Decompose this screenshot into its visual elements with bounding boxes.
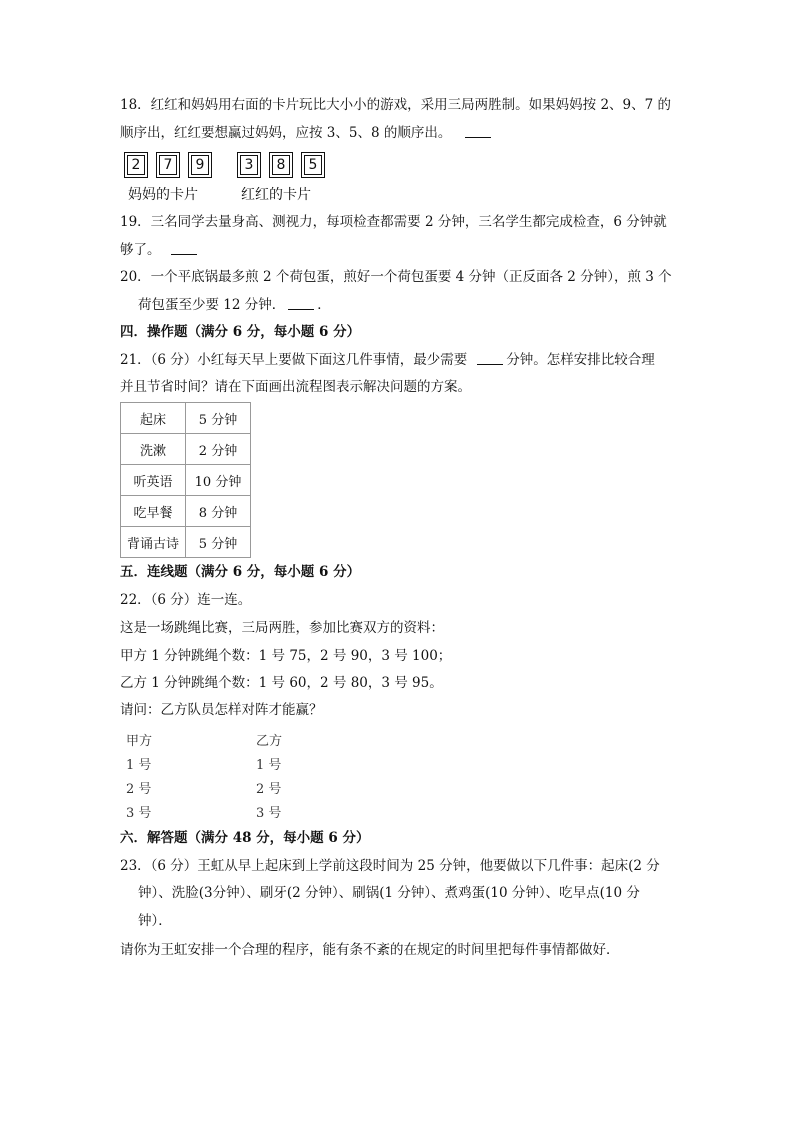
table-row: [121, 496, 251, 527]
hong-cards-label: 红红的卡片: [241, 187, 311, 203]
q21-line1-b: 分钟。怎样安排比较合理: [506, 352, 655, 368]
q22-line5: 请问：乙方队员怎样对阵才能赢？: [120, 702, 323, 718]
time-cell: 10 分钟: [186, 465, 251, 496]
mom-card-2: 7: [156, 152, 180, 178]
team-a-player-2[interactable]: 2 号: [126, 782, 152, 797]
q21-line1-a: 21．（6 分）小红每天早上要做下面这几件事情，最少需要: [120, 352, 468, 368]
q18-line2-text: 顺序出，红红要想赢过妈妈，应按 3、5、8 的顺序出。: [120, 125, 452, 141]
card-inner-border: [127, 155, 145, 175]
q23-line4: 请你为王虹安排一个合理的程序，能有条不紊的在规定的时间里把每件事情都做好．: [120, 942, 620, 958]
team-b-player-2[interactable]: 2 号: [256, 782, 282, 797]
table-row: [121, 434, 251, 465]
card-inner-border: [159, 155, 177, 175]
team-b-label: 乙方: [256, 734, 283, 749]
q21-line2: 并且节省时间？请在下面画出流程图表示解决问题的方案。: [120, 379, 471, 395]
q20-line2-text: 荷包蛋至少要 12 分钟．: [138, 297, 286, 313]
hong-card-1: 3: [237, 152, 261, 178]
section-4-heading: 四．操作题（满分 6 分，每小题 6 分）: [120, 324, 361, 340]
time-cell: 2 分钟: [186, 434, 251, 465]
q18-line2: [120, 124, 494, 142]
q20-line2-end: ．: [317, 297, 331, 313]
activity-cell: 听英语: [121, 465, 186, 496]
team-b-player-1[interactable]: 1 号: [256, 758, 282, 773]
q22-line2: 这是一场跳绳比赛，三局两胜，参加比赛双方的资料：: [120, 620, 444, 636]
q19-line2-text: 够了。: [120, 242, 161, 258]
q20-line1: 20．一个平底锅最多煎 2 个荷包蛋，煎好一个荷包蛋要 4 分钟（正反面各 2 分钟），煎 3 个: [120, 269, 672, 285]
q19-answer-blank[interactable]: [171, 242, 197, 255]
q22-line3: 甲方 1 分钟跳绳个数：1 号 75，2 号 90，3 号 100；: [120, 648, 452, 664]
activity-cell: 背诵古诗: [121, 527, 186, 558]
table-row: [121, 527, 251, 558]
section-5-heading: 五．连线题（满分 6 分，每小题 6 分）: [120, 564, 361, 580]
team-a-label: 甲方: [126, 734, 153, 749]
hong-card-2: 8: [269, 152, 293, 178]
q23-line1: 23．（6 分）王虹从早上起床到上学前这段时间为 25 分钟，他要做以下几件事：起床(2 分: [120, 858, 660, 874]
team-a-player-1[interactable]: 1 号: [126, 758, 152, 773]
activity-time-table: [120, 402, 251, 558]
mom-card-1: 2: [124, 152, 148, 178]
q20-line2: [138, 296, 331, 314]
q22-line4: 乙方 1 分钟跳绳个数：1 号 60，2 号 80，3 号 95。: [120, 675, 443, 691]
q19-line2: [120, 241, 200, 259]
q21-answer-blank[interactable]: [477, 352, 503, 365]
q18-line1: 18．红红和妈妈用右面的卡片玩比大小小的游戏，采用三局两胜制。如果妈妈按 2、9、7 的: [120, 97, 672, 113]
q19-line1: 19．三名同学去量身高、测视力，每项检查都需要 2 分钟，三名学生都完成检查，6 分钟就: [120, 214, 667, 230]
q21-line1: [120, 351, 655, 369]
section-6-heading: 六．解答题（满分 48 分，每小题 6 分）: [120, 830, 370, 846]
q20-answer-blank[interactable]: [288, 297, 314, 310]
card-inner-border: [304, 155, 322, 175]
card-inner-border: [240, 155, 258, 175]
q22-line1: 22．（6 分）连一连。: [120, 592, 252, 608]
mom-card-3: 9: [188, 152, 212, 178]
table-row: [121, 465, 251, 496]
team-b-player-3[interactable]: 3 号: [256, 806, 282, 821]
time-cell: 5 分钟: [186, 403, 251, 434]
q23-line3: 钟）．: [138, 913, 172, 929]
q23-line2: 钟）、洗脸(3分钟）、刷牙(2 分钟）、刷锅(1 分钟）、煮鸡蛋(10 分钟）、吃早点(10 分: [138, 885, 640, 901]
time-cell: 8 分钟: [186, 496, 251, 527]
card-inner-border: [191, 155, 209, 175]
mom-cards-label: 妈妈的卡片: [128, 187, 198, 203]
table-row: [121, 403, 251, 434]
activity-cell: 吃早餐: [121, 496, 186, 527]
activity-cell: 洗漱: [121, 434, 186, 465]
activity-cell: 起床: [121, 403, 186, 434]
hong-card-3: 5: [301, 152, 325, 178]
time-cell: 5 分钟: [186, 527, 251, 558]
team-a-player-3[interactable]: 3 号: [126, 806, 152, 821]
q18-answer-blank[interactable]: [465, 125, 491, 138]
card-inner-border: [272, 155, 290, 175]
